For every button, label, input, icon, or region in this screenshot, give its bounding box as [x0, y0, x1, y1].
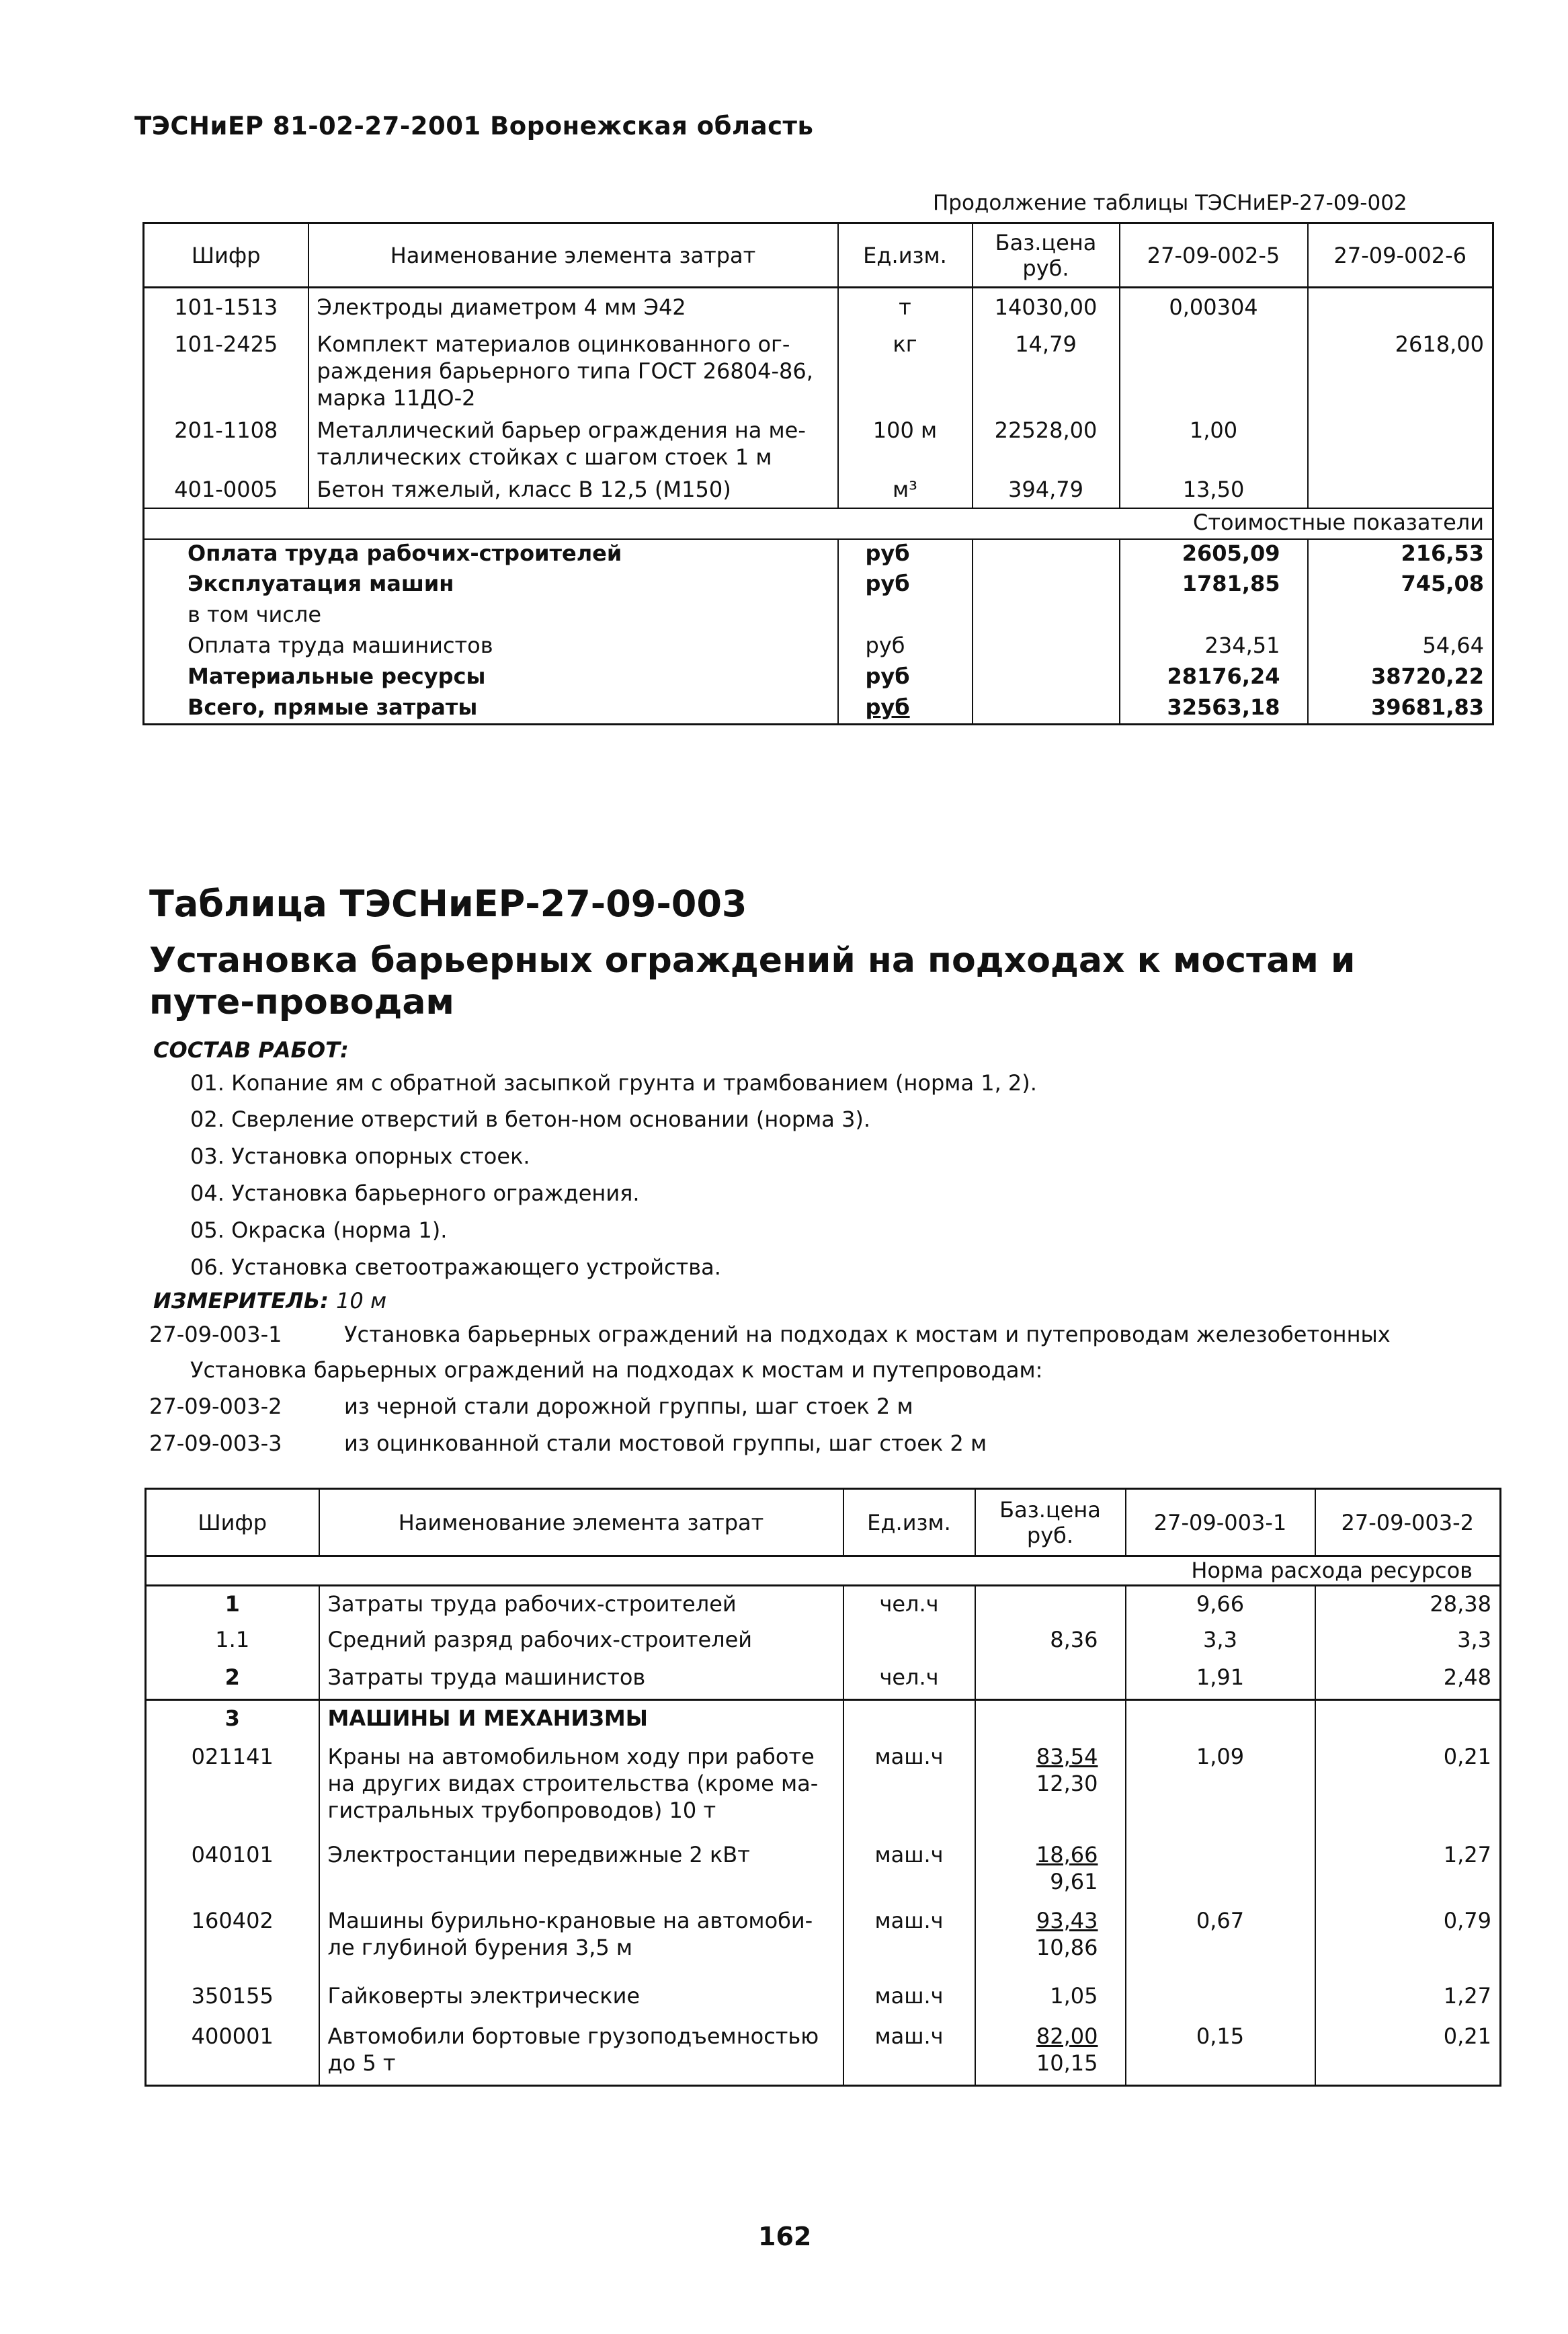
table1-header-row — [144, 223, 1493, 288]
table1-summary-v1: 1781,85 — [1120, 570, 1308, 601]
table2-cell-v1 — [1126, 1978, 1315, 2019]
table1-cell-v1: 1,00 — [1120, 411, 1308, 471]
table1-cell-price: 394,79 — [973, 471, 1120, 508]
table1-summary-row — [144, 663, 1493, 694]
table1-summary-empty — [973, 601, 1120, 632]
table2-cell-price — [975, 1700, 1126, 1739]
table1-summary-v2: 54,64 — [1422, 632, 1484, 658]
norm-desc-3: из оцинкованной стали мостовой группы, шаг стоек 2 м — [344, 1431, 987, 1456]
table2-cell-name: Электростанции передвижные 2 кВт — [319, 1837, 843, 1903]
table2-price-secondary: 10,15 — [1036, 2050, 1098, 2076]
table2-cell-v1 — [1126, 1837, 1315, 1903]
table1-cell-name: Бетон тяжелый, класс В 12,5 (М150) — [308, 471, 838, 508]
table2-section-label: Норма расхода ресурсов — [146, 1556, 1501, 1586]
table2-row — [146, 1837, 1501, 1903]
table2-price-secondary: 9,61 — [1050, 1868, 1098, 1894]
table2-price-secondary: 10,86 — [1036, 1934, 1098, 1960]
table1-summary-empty — [973, 663, 1120, 694]
table2-row — [146, 1739, 1501, 1837]
work-item: 01. Копание ям с обратной засыпкой грунта и трамбованием (норма 1, 2). — [190, 1070, 1037, 1096]
table2-cell-v2: 1,27 — [1443, 1841, 1491, 1867]
table2-cell-price — [975, 1837, 1126, 1903]
table2-cell-v1: 9,66 — [1126, 1586, 1315, 1622]
table1-cell-v2 — [1308, 471, 1493, 508]
table2-col-003-2: 27-09-003-2 — [1315, 1489, 1501, 1556]
table1-cell-unit: м³ — [838, 471, 973, 508]
table2-cell-code: 1.1 — [146, 1622, 319, 1660]
measure-line — [153, 1288, 386, 1314]
table1-row — [144, 288, 1493, 325]
table2-cell-v1: 0,15 — [1126, 2019, 1315, 2086]
table1-summary-v2 — [1308, 601, 1493, 632]
table2-subtitle: Установка барьерных ограждений на подходах к мостам и путе-проводам — [149, 940, 1356, 1022]
table1-cell-unit: 100 м — [838, 411, 973, 471]
table2-cell-unit: чел.ч — [843, 1660, 975, 1700]
table2-price-secondary: 12,30 — [1036, 1770, 1098, 1796]
table1-summary-unit: руб — [838, 663, 973, 694]
table1-cell-v1: 13,50 — [1120, 471, 1308, 508]
table2-cell-name: Гайковерты электрические — [319, 1978, 843, 2019]
table1-summary-row — [144, 539, 1493, 570]
table2-cell-price — [975, 1739, 1126, 1837]
table2-cell-code: 400001 — [146, 2019, 319, 2086]
table1-col-name: Наименование элемента затрат — [308, 223, 838, 288]
norm-code-2: 27-09-003-2 — [149, 1394, 282, 1419]
table1-cell-unit: кг — [838, 325, 973, 411]
table2-cell-code: 2 — [146, 1660, 319, 1700]
table1-summary-unit: руб — [838, 694, 973, 725]
table1 — [142, 222, 1494, 725]
table1-section-label: Стоимостные показатели — [144, 508, 1493, 539]
table1-cell-v2 — [1308, 411, 1493, 471]
table1-cell-code: 101-2425 — [144, 325, 308, 411]
table2-cell-v1: 3,3 — [1126, 1622, 1315, 1660]
table1-summary-label: Эксплуатация машин — [144, 570, 838, 601]
table2-row — [146, 1660, 1501, 1700]
table1-summary-row — [144, 570, 1493, 601]
table2-cell-unit — [843, 1622, 975, 1660]
table2-title: Таблица ТЭСНиЕР-27-09-003 — [149, 883, 747, 925]
table1-summary-v1: 2605,09 — [1120, 539, 1308, 570]
table2-cell-price — [975, 1978, 1126, 2019]
table1-cell-v1 — [1120, 325, 1308, 411]
table2 — [145, 1488, 1501, 2087]
table1-col-unit: Ед.изм. — [838, 223, 973, 288]
table1-col-027-6: 27-09-002-6 — [1308, 223, 1493, 288]
table1-col-price: Баз.цена руб. — [973, 223, 1120, 288]
table1-summary-v1: 32563,18 — [1120, 694, 1308, 725]
table1-summary-unit: руб — [838, 570, 973, 601]
table2-price-value: 82,00 — [1036, 2023, 1098, 2049]
table2-cell-unit: маш.ч — [843, 1903, 975, 1978]
table2-col-name: Наименование элемента затрат — [319, 1489, 843, 1556]
table1-summary-v1: 234,51 — [1120, 632, 1308, 663]
table2-price-value: 83,54 — [1036, 1743, 1098, 1769]
table1-cell-v1: 0,00304 — [1120, 288, 1308, 325]
table2-price-value: 8,36 — [1050, 1626, 1098, 1652]
table1-summary-label: Оплата труда машинистов — [144, 632, 838, 663]
table2-price-value: 18,66 — [1036, 1841, 1098, 1867]
table1-summary-unit: руб — [838, 539, 973, 570]
table1-cell-code: 201-1108 — [144, 411, 308, 471]
norm-group-label: Установка барьерных ограждений на подходах к мостам и путепроводам: — [190, 1357, 1043, 1383]
table2-cell-v2: 0,79 — [1443, 1907, 1491, 1933]
table2-cell-v2: 1,27 — [1443, 1982, 1491, 2009]
table1-summary-label: Всего, прямые затраты — [144, 694, 838, 725]
table2-cell-price — [975, 1660, 1126, 1700]
table2-cell-v2: 0,21 — [1443, 2023, 1491, 2049]
table2-cell-code: 040101 — [146, 1837, 319, 1903]
table2-cell-v1: 0,67 — [1126, 1903, 1315, 1978]
table2-row — [146, 1622, 1501, 1660]
work-item: 05. Окраска (норма 1). — [190, 1217, 448, 1243]
table2-cell-v2: 0,21 — [1443, 1743, 1491, 1769]
table1-summary-label: в том числе — [144, 601, 838, 632]
table1-summary-v1 — [1120, 601, 1308, 632]
table2-cell-v2 — [1315, 1700, 1501, 1739]
table2-cell-unit: маш.ч — [843, 1978, 975, 2019]
table2-section-row — [146, 1556, 1501, 1586]
table1-summary-label: Материальные ресурсы — [144, 663, 838, 694]
table2-cell-name: Автомобили бортовые грузоподъемностью до 5 т — [319, 2019, 843, 2086]
table1-summary-label: Оплата труда рабочих-строителей — [144, 539, 838, 570]
table2-col-price: Баз.цена руб. — [975, 1489, 1126, 1556]
table1-continuation-label: Продолжение таблицы ТЭСНиЕР-27-09-002 — [933, 191, 1407, 215]
table1-cell-price: 14030,00 — [973, 288, 1120, 325]
table2-cell-code: 3 — [146, 1700, 319, 1739]
work-item: 04. Установка барьерного ограждения. — [190, 1180, 640, 1206]
table1-cell-code: 101-1513 — [144, 288, 308, 325]
work-item: 03. Установка опорных стоек. — [190, 1143, 530, 1169]
table2-cell-v2: 28,38 — [1430, 1591, 1491, 1617]
table2-cell-name: Машины бурильно-крановые на автомоби-ле глубиной бурения 3,5 м — [319, 1903, 843, 1978]
table2-cell-price — [975, 1586, 1126, 1622]
table2-cell-v2: 2,48 — [1315, 1660, 1501, 1700]
table1-summary-v2: 745,08 — [1401, 570, 1484, 596]
table2-cell-v1 — [1126, 1700, 1315, 1739]
table2-row — [146, 1586, 1501, 1622]
table2-cell-name: Средний разряд рабочих-строителей — [319, 1622, 843, 1660]
table1-cell-name: Комплект материалов оцинкованного ог-раждения барьерного типа ГОСТ 26804-86, марка 11ДО-2 — [308, 325, 838, 411]
measure-value: 10 м — [336, 1288, 387, 1314]
table1-summary-empty — [973, 694, 1120, 725]
table1-section-row — [144, 508, 1493, 539]
table2-col-003-1: 27-09-003-1 — [1126, 1489, 1315, 1556]
table2-cell-name: Затраты труда рабочих-строителей — [319, 1586, 843, 1622]
table2-cell-code: 021141 — [146, 1739, 319, 1837]
table2-cell-unit: маш.ч — [843, 1837, 975, 1903]
norm-code-1: 27-09-003-1 — [149, 1322, 282, 1347]
table2-cell-name: МАШИНЫ И МЕХАНИЗМЫ — [319, 1700, 843, 1739]
table2-cell-price — [975, 2019, 1126, 2086]
table1-cell-name: Электроды диаметром 4 мм Э42 — [308, 288, 838, 325]
table1-summary-row — [144, 632, 1493, 663]
table1-summary-row — [144, 601, 1493, 632]
table2-cell-unit — [843, 1700, 975, 1739]
table1-col-code: Шифр — [144, 223, 308, 288]
table2-cell-unit: чел.ч — [843, 1586, 975, 1622]
work-item: 02. Сверление отверстий в бетон-ном основании (норма 3). — [190, 1106, 871, 1132]
table2-cell-code: 160402 — [146, 1903, 319, 1978]
table2-row — [146, 2019, 1501, 2086]
table1-summary-v2: 38720,22 — [1370, 663, 1484, 689]
norm-code-3: 27-09-003-3 — [149, 1431, 282, 1456]
table1-row — [144, 411, 1493, 471]
table1-cell-code: 401-0005 — [144, 471, 308, 508]
table1-summary-v2: 216,53 — [1401, 540, 1484, 566]
table1-cell-price: 14,79 — [973, 325, 1120, 411]
table1-summary-v1: 28176,24 — [1120, 663, 1308, 694]
table2-cell-v1: 1,09 — [1126, 1739, 1315, 1837]
table2-cell-v1: 1,91 — [1126, 1660, 1315, 1700]
table1-cell-v2: 2618,00 — [1395, 331, 1484, 357]
table2-cell-name: Затраты труда машинистов — [319, 1660, 843, 1700]
table2-cell-code: 350155 — [146, 1978, 319, 2019]
table2-cell-v2: 3,3 — [1457, 1626, 1491, 1652]
page-header-title: ТЭСНиЕР 81-02-27-2001 Воронежская область — [134, 112, 814, 140]
table2-header-row — [146, 1489, 1501, 1556]
norm-desc-1: Установка барьерных ограждений на подходах к мостам и путепроводам железобетонных — [344, 1322, 1391, 1347]
table2-price-value: 93,43 — [1036, 1907, 1098, 1933]
table2-cell-name: Краны на автомобильном ходу при работе на других видах строительства (кроме ма-гистральных трубопроводов) 10 т — [319, 1739, 843, 1837]
table2-cell-price — [975, 1622, 1126, 1660]
table1-summary-row — [144, 694, 1493, 725]
table1-summary-empty — [973, 570, 1120, 601]
table2-cell-price — [975, 1903, 1126, 1978]
table1-row — [144, 325, 1493, 411]
table1-col-027-5: 27-09-002-5 — [1120, 223, 1308, 288]
table1-row — [144, 471, 1493, 508]
table1-summary-v2: 39681,83 — [1370, 694, 1484, 720]
table1-cell-v2 — [1308, 288, 1493, 325]
measure-heading: ИЗМЕРИТЕЛЬ: — [153, 1288, 329, 1314]
table2-cell-code: 1 — [146, 1586, 319, 1622]
table2-col-unit: Ед.изм. — [843, 1489, 975, 1556]
work-item: 06. Установка светоотражающего устройства. — [190, 1254, 721, 1280]
table1-cell-unit: т — [838, 288, 973, 325]
table1-summary-empty — [973, 632, 1120, 663]
table2-row — [146, 1700, 1501, 1739]
table2-col-code: Шифр — [146, 1489, 319, 1556]
table1-cell-name: Металлический барьер ограждения на ме-таллических стойках с шагом стоек 1 м — [308, 411, 838, 471]
table1-summary-unit: руб — [838, 632, 973, 663]
table2-price-value: 1,05 — [1050, 1982, 1098, 2009]
works-heading: СОСТАВ РАБОТ: — [153, 1037, 349, 1063]
norm-desc-2: из черной стали дорожной группы, шаг стоек 2 м — [344, 1394, 913, 1419]
table2-cell-unit: маш.ч — [843, 2019, 975, 2086]
page-number: 162 — [758, 2222, 812, 2251]
table1-cell-price: 22528,00 — [973, 411, 1120, 471]
table1-summary-empty — [973, 539, 1120, 570]
table2-row — [146, 1978, 1501, 2019]
table1-summary-unit — [838, 601, 973, 632]
table2-cell-unit: маш.ч — [843, 1739, 975, 1837]
table2-row — [146, 1903, 1501, 1978]
